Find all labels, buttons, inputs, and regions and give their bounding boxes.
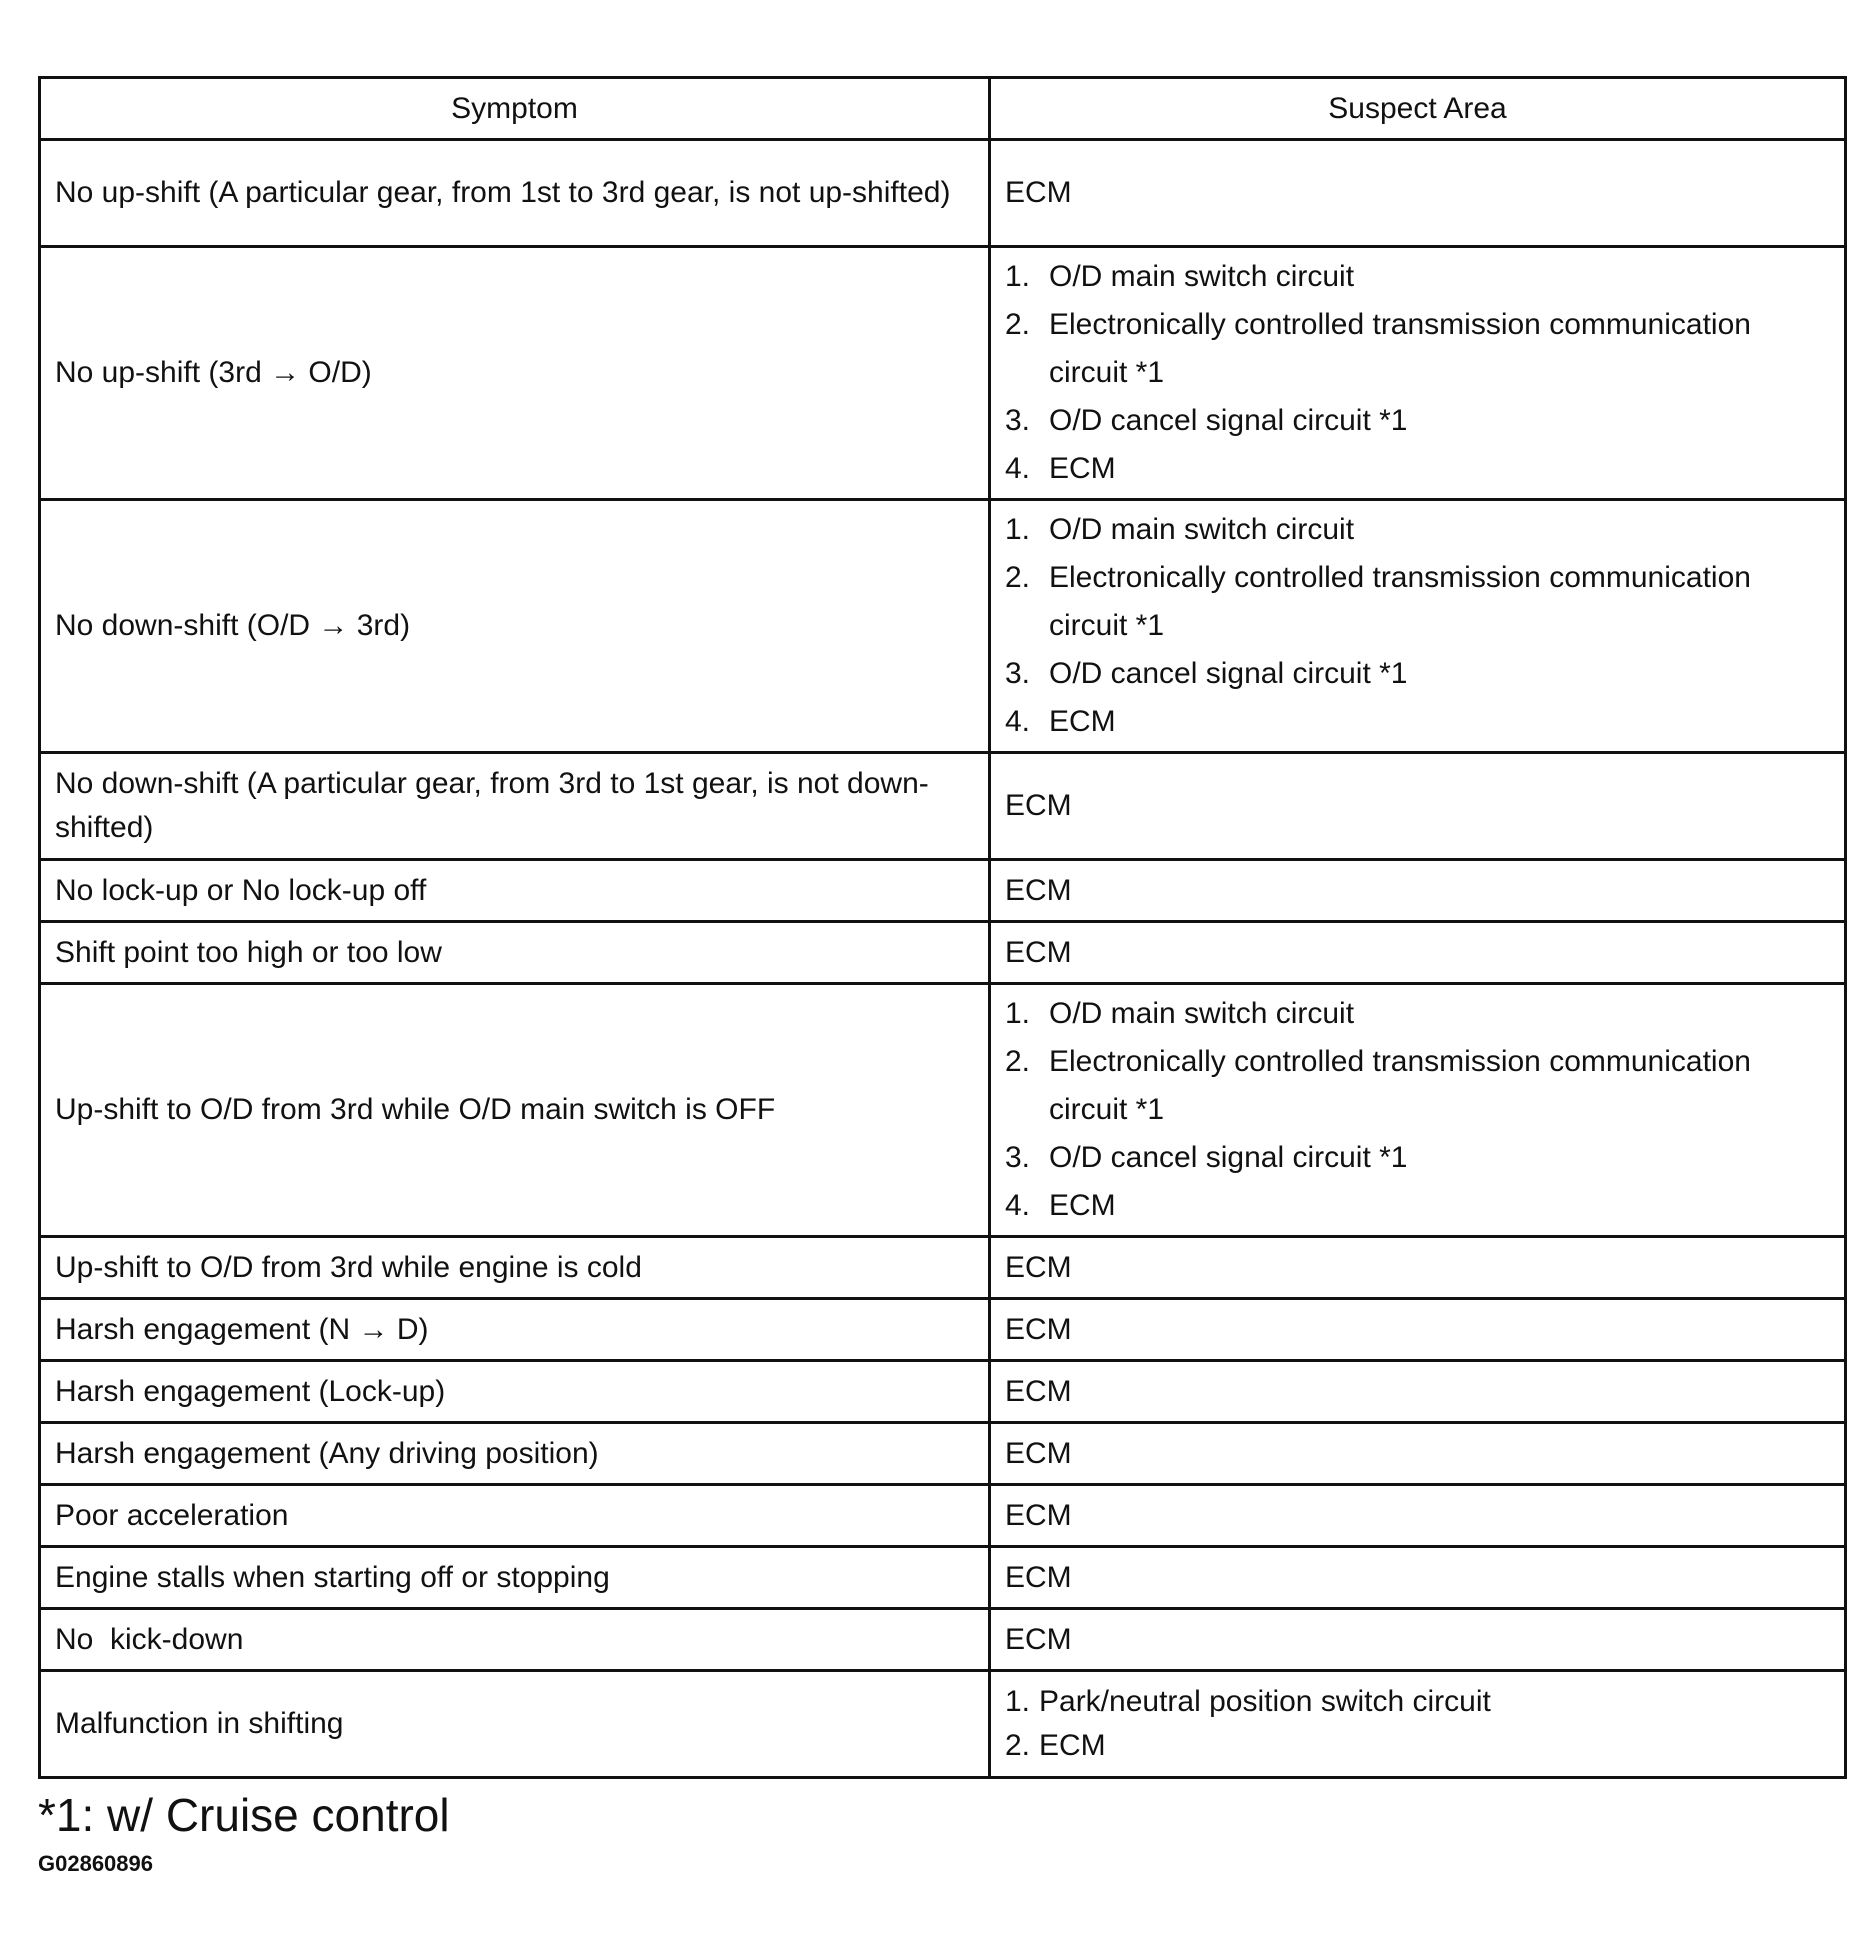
list-item — [1005, 554, 1830, 650]
suspect-cell: ECM — [990, 140, 1846, 247]
symptom-text: No down-shift (A particular gear, from 3rd to 1st gear, is not down-shifted) — [55, 767, 929, 844]
item-text: O/D main switch circuit — [1049, 997, 1355, 1030]
suspect-list — [1005, 1680, 1830, 1768]
symptom-text: Up-shift to O/D from 3rd while O/D main switch is OFF — [55, 1093, 776, 1126]
table-row — [40, 1547, 1846, 1609]
suspect-cell: ECM — [990, 1237, 1846, 1299]
item-text: O/D cancel signal circuit *1 — [1049, 657, 1408, 690]
list-item — [1005, 1182, 1830, 1230]
suspect-cell: ECM — [990, 922, 1846, 984]
item-number: 1. — [1005, 260, 1031, 293]
diagnosis-sheet — [38, 76, 1844, 1779]
table-row — [40, 984, 1846, 1237]
suspect-cell: ECM — [990, 753, 1846, 860]
table-row — [40, 1237, 1846, 1299]
symptom-cell: Harsh engagement (Lock-up) — [40, 1361, 990, 1423]
item-number: 4. — [1005, 1189, 1031, 1222]
item-text: Park/neutral position switch circuit — [1039, 1685, 1491, 1718]
suspect-list — [1005, 990, 1830, 1230]
symptom-cell: No lock-up or No lock-up off — [40, 860, 990, 922]
suspect-cell: ECM — [990, 1423, 1846, 1485]
item-number: 2. — [1005, 308, 1031, 341]
symptom-text: No up-shift (A particular gear, from 1st to 3rd gear, is not up-shifted) — [55, 176, 951, 209]
item-number: 1. — [1005, 997, 1031, 1030]
symptom-text: No up-shift (3rd → O/D) — [55, 356, 372, 389]
suspect-list — [1005, 253, 1830, 493]
table-header-row — [40, 78, 1846, 140]
list-item — [1005, 1680, 1830, 1724]
item-text: Electronically controlled transmission communication circuit *1 — [1049, 308, 1751, 389]
symptom-cell: Harsh engagement (N → D) — [40, 1299, 990, 1361]
suspect-cell: ECM — [990, 1609, 1846, 1671]
item-number: 1. — [1005, 1685, 1031, 1718]
suspect-cell — [990, 984, 1846, 1237]
item-text: ECM — [1049, 1189, 1116, 1222]
figure-id: G02860896 — [38, 1851, 153, 1876]
item-text: O/D cancel signal circuit *1 — [1049, 1141, 1408, 1174]
item-number: 3. — [1005, 1141, 1031, 1174]
suspect-cell — [990, 247, 1846, 500]
symptom-table — [38, 76, 1847, 1779]
list-item — [1005, 1134, 1830, 1182]
list-item — [1005, 397, 1830, 445]
symptom-cell: Harsh engagement (Any driving position) — [40, 1423, 990, 1485]
suspect-cell: ECM — [990, 860, 1846, 922]
table-row — [40, 1299, 1846, 1361]
table-row — [40, 860, 1846, 922]
table-row — [40, 922, 1846, 984]
list-item — [1005, 650, 1830, 698]
table-row — [40, 1485, 1846, 1547]
symptom-cell: Poor acceleration — [40, 1485, 990, 1547]
symptom-cell: Up-shift to O/D from 3rd while engine is cold — [40, 1237, 990, 1299]
symptom-cell — [40, 984, 990, 1237]
item-text: O/D cancel signal circuit *1 — [1049, 404, 1408, 437]
item-text: O/D main switch circuit — [1049, 260, 1355, 293]
list-item — [1005, 506, 1830, 554]
suspect-cell: ECM — [990, 1485, 1846, 1547]
item-number: 4. — [1005, 705, 1031, 738]
item-number: 2. — [1005, 1045, 1031, 1078]
symptom-cell: Malfunction in shifting — [40, 1671, 990, 1778]
suspect-cell: ECM — [990, 1299, 1846, 1361]
list-item — [1005, 1724, 1830, 1768]
symptom-cell — [40, 753, 990, 860]
table-row — [40, 1609, 1846, 1671]
symptom-text: No down-shift (O/D → 3rd) — [55, 609, 411, 642]
item-number: 2. — [1005, 561, 1031, 594]
item-text: ECM — [1049, 452, 1116, 485]
table-row — [40, 753, 1846, 860]
item-number: 1. — [1005, 513, 1031, 546]
table-row — [40, 1361, 1846, 1423]
item-number: 3. — [1005, 657, 1031, 690]
table-row — [40, 140, 1846, 247]
suspect-cell: ECM — [990, 1547, 1846, 1609]
item-number: 3. — [1005, 404, 1031, 437]
list-item — [1005, 698, 1830, 746]
table-row — [40, 500, 1846, 753]
header-symptom: Symptom — [40, 78, 990, 140]
item-text: ECM — [1049, 705, 1116, 738]
item-text: Electronically controlled transmission communication circuit *1 — [1049, 561, 1751, 642]
table-row — [40, 247, 1846, 500]
list-item — [1005, 301, 1830, 397]
suspect-cell: ECM — [990, 1361, 1846, 1423]
list-item — [1005, 253, 1830, 301]
list-item — [1005, 1038, 1830, 1134]
symptom-cell — [40, 140, 990, 247]
list-item — [1005, 445, 1830, 493]
footnote: *1: w/ Cruise control — [38, 1789, 450, 1841]
suspect-cell — [990, 500, 1846, 753]
symptom-cell: Engine stalls when starting off or stopping — [40, 1547, 990, 1609]
item-number: 4. — [1005, 452, 1031, 485]
symptom-cell — [40, 500, 990, 753]
suspect-cell — [990, 1671, 1846, 1778]
item-text: ECM — [1039, 1729, 1106, 1762]
symptom-cell — [40, 247, 990, 500]
item-number: 2. — [1005, 1729, 1031, 1762]
table-row — [40, 1423, 1846, 1485]
symptom-cell: No kick-down — [40, 1609, 990, 1671]
list-item — [1005, 990, 1830, 1038]
symptom-cell: Shift point too high or too low — [40, 922, 990, 984]
suspect-list — [1005, 506, 1830, 746]
item-text: Electronically controlled transmission communication circuit *1 — [1049, 1045, 1751, 1126]
header-suspect-area: Suspect Area — [990, 78, 1846, 140]
item-text: O/D main switch circuit — [1049, 513, 1355, 546]
table-row — [40, 1671, 1846, 1778]
